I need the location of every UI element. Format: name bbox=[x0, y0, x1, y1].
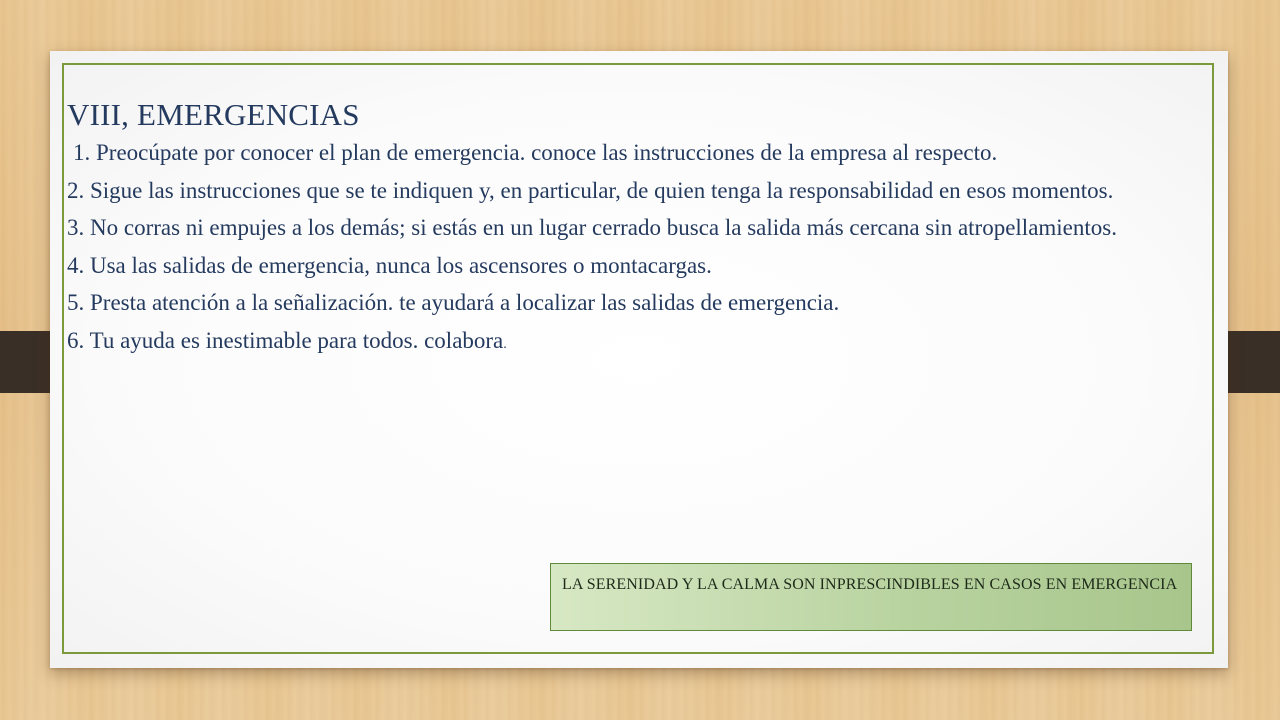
list-item: 3. No corras ni empujes a los demás; si estás en un lugar cerrado busca la salida más cercana sin atropellamientos. bbox=[67, 215, 1117, 240]
list-item: 4. Usa las salidas de emergencia, nunca los ascensores o montacargas. bbox=[67, 252, 712, 278]
list-item-suffix: . bbox=[503, 336, 507, 352]
callout-box: LA SERENIDAD Y LA CALMA SON INPRESCINDIBLES EN CASOS EN EMERGENCIA bbox=[550, 563, 1192, 631]
list-item-text: 6. Tu ayuda es inestimable para todos. colabora bbox=[67, 327, 504, 353]
list-item: 1. Preocúpate por conocer el plan de emergencia. conoce las instrucciones de la empresa al respecto. bbox=[73, 140, 998, 165]
section-heading: VIII, EMERGENCIAS bbox=[67, 97, 360, 132]
list-item: 5. Presta atención a la señalización. te ayudará a localizar las salidas de emergencia. bbox=[67, 290, 840, 315]
slide-paper bbox=[50, 51, 1228, 668]
list-item: 2. Sigue las instrucciones que se te indiquen y, en particular, de quien tenga la responsabilidad en esos momentos. bbox=[67, 177, 1114, 203]
list-item-last bbox=[67, 322, 1212, 364]
slide-content bbox=[67, 95, 1212, 363]
